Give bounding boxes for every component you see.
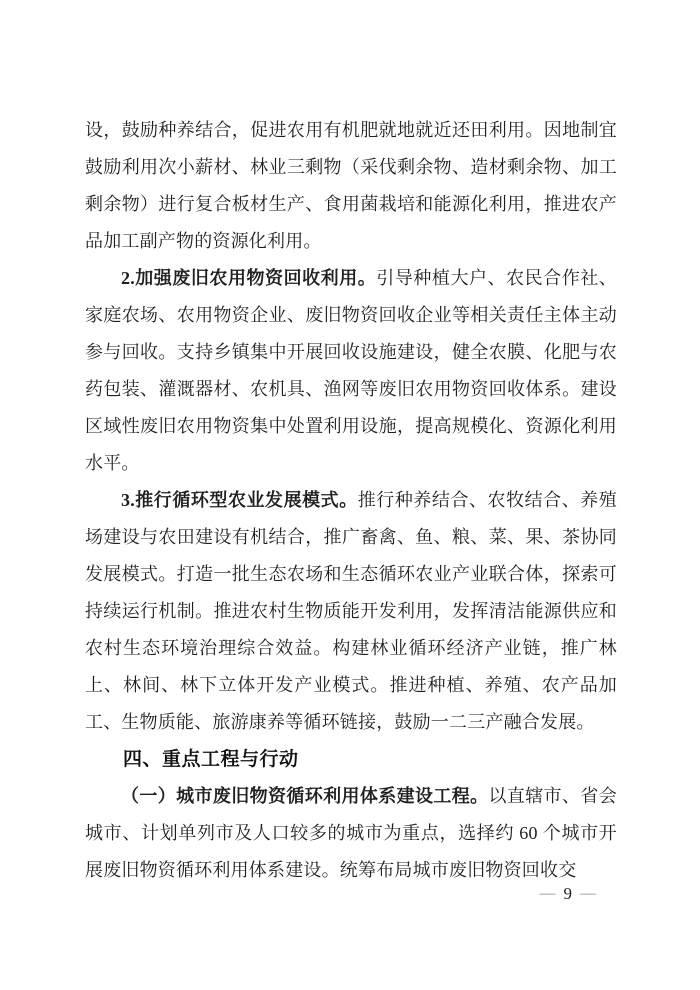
paragraph-text: 以直辖市、省会城市、计划单列市及人口较多的城市为重点，选择约 60 个城市开展废旧物资循环利用体系建设。统筹布局城市废旧物资回收交 bbox=[85, 786, 618, 880]
document-body bbox=[85, 112, 617, 889]
paragraph-item-4 bbox=[85, 778, 617, 889]
paragraph-lead: 3.推行循环型农业发展模式。 bbox=[121, 490, 358, 510]
footer-dash-left: — bbox=[539, 885, 556, 902]
paragraph-item-2 bbox=[85, 260, 617, 482]
section-heading: 四、重点工程与行动 bbox=[123, 749, 299, 770]
page-footer bbox=[540, 882, 597, 906]
paragraph-item-3 bbox=[85, 482, 617, 741]
paragraph-lead: 2.加强废旧农用物资回收利用。 bbox=[121, 268, 377, 288]
paragraph-lead: （一）城市废旧物资循环利用体系建设工程。 bbox=[121, 786, 489, 806]
paragraph-continuation: 设，鼓励种养结合，促进农用有机肥就地就近还田利用。因地制宜鼓励利用次小薪材、林业三剩物（采伐剩余物、造材剩余物、加工剩余物）进行复合板材生产、食用菌栽培和能源化利用，推进农产品加工副产物的资源化利用。 bbox=[85, 120, 617, 251]
footer-dash-right: — bbox=[580, 885, 596, 902]
paragraph-text: 引导种植大户、农民合作社、家庭农场、农用物资企业、废旧物资回收企业等相关责任主体主动参与回收。支持乡镇集中开展回收设施建设，健全农膜、化肥与农药包装、灌溉器材、农机具、渔网等废旧农用物资回收体系。建设区域性废旧农用物资集中处置利用设施，提高规模化、资源化利用水平。 bbox=[85, 268, 617, 473]
paragraph-text: 推行种养结合、农牧结合、养殖场建设与农田建设有机结合，推广畜禽、鱼、粮、菜、果、茶协同发展模式。打造一批生态农场和生态循环农业产业联合体，探索可持续运行机制。推进农村生物质能开发利用，发挥清洁能源供应和农村生态环境治理综合效益。构建林业循环经济产业链，推广林上、林间、林下立体开发产业模式。推进种植、养殖、农产品加工、生物质能、旅游康养等循环链接，鼓励一二三产融合发展。 bbox=[85, 490, 617, 732]
page-number: 9 bbox=[563, 884, 572, 903]
